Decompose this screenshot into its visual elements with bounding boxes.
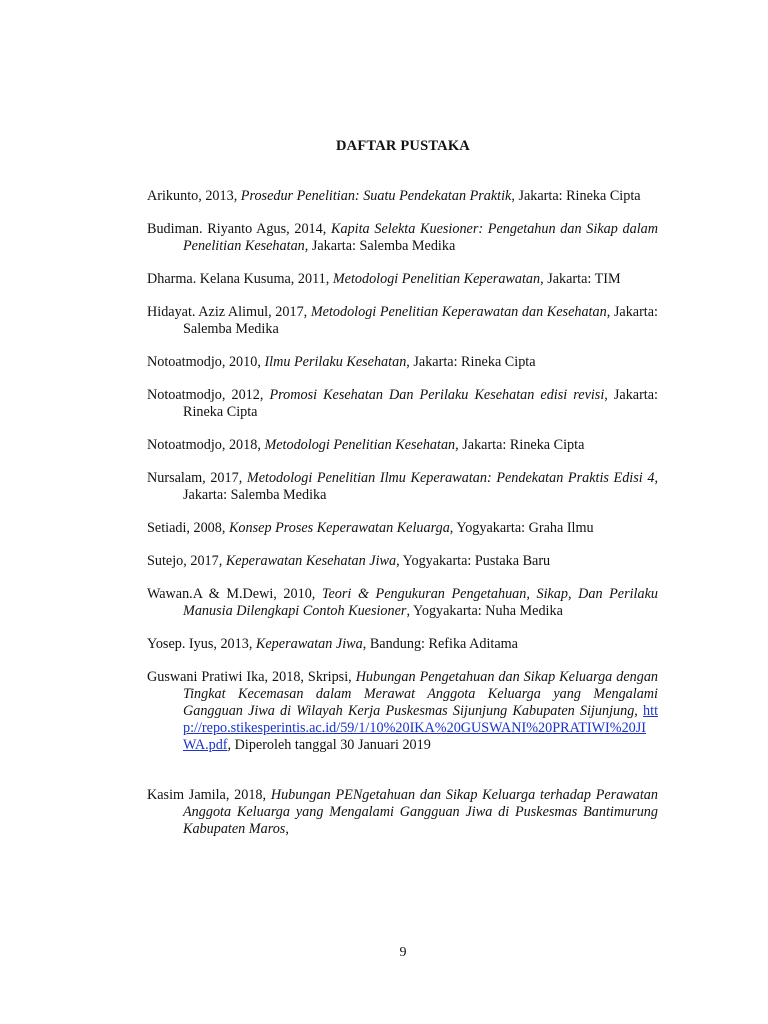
reference-item: Arikunto, 2013, Prosedur Penelitian: Suatu Pendekatan Praktik, Jakarta: Rineka Cipta bbox=[147, 188, 641, 204]
reference-item: Wawan.A & M.Dewi, 2010, Teori & Pengukuran Pengetahuan, Sikap, Dan Perilaku Manusia Dilengkapi Contoh Kuesioner, Yogyakarta: Nuha Medika bbox=[147, 586, 658, 619]
reference-item: Nursalam, 2017, Metodologi Penelitian Ilmu Keperawatan: Pendekatan Praktis Edisi 4, Jakarta: Salemba Medika bbox=[147, 470, 658, 503]
reference-item: Sutejo, 2017, Keperawatan Kesehatan Jiwa, Yogyakarta: Pustaka Baru bbox=[147, 553, 551, 569]
reference-item: Notoatmodjo, 2012, Promosi Kesehatan Dan Perilaku Kesehatan edisi revisi, Jakarta: Rineka Cipta bbox=[147, 387, 658, 420]
reference-item: Notoatmodjo, 2010, Ilmu Perilaku Kesehatan, Jakarta: Rineka Cipta bbox=[147, 354, 536, 370]
reference-item: Hidayat. Aziz Alimul, 2017, Metodologi Penelitian Keperawatan dan Kesehatan, Jakarta: Salemba Medika bbox=[147, 304, 658, 337]
reference-item: Yosep. Iyus, 2013, Keperawatan Jiwa, Bandung: Refika Aditama bbox=[147, 636, 518, 652]
reference-item: Kasim Jamila, 2018, Hubungan PENgetahuan dan Sikap Keluarga terhadap Perawatan Anggota Keluarga yang Mengalami Gangguan Jiwa di Puskesmas Bantimurung Kabupaten Maros, bbox=[147, 787, 658, 837]
reference-url-link[interactable]: http://repo.stikesperintis.ac.id/59/1/10%20IKA%20GUSWANI%20PRATIWI%20JIWA.pdf bbox=[183, 703, 659, 753]
reference-item: Setiadi, 2008, Konsep Proses Keperawatan Keluarga, Yogyakarta: Graha Ilmu bbox=[147, 520, 594, 536]
page-title: DAFTAR PUSTAKA bbox=[336, 138, 470, 154]
reference-list bbox=[147, 188, 658, 838]
reference-item: Dharma. Kelana Kusuma, 2011, Metodologi Penelitian Keperawatan, Jakarta: TIM bbox=[147, 271, 621, 287]
reference-item: Guswani Pratiwi Ika, 2018, Skripsi, Hubungan Pengetahuan dan Sikap Keluarga dengan Tingkat Kecemasan dalam Merawat Anggota Keluarga yang Mengalami Gangguan Jiwa di Wilayah Kerja Puskesmas Sijunjung Kabupaten Sijunjung, http://repo.stikesperintis.ac.id/59/1/10%20IKA%20GUSWANI%20PRATIWI%20JIWA.pdf, Diperoleh tanggal 30 Januari 2019 bbox=[147, 669, 659, 753]
reference-item: Budiman. Riyanto Agus, 2014, Kapita Selekta Kuesioner: Pengetahun dan Sikap dalam Penelitian Kesehatan, Jakarta: Salemba Medika bbox=[147, 221, 658, 254]
reference-item: Notoatmodjo, 2018, Metodologi Penelitian Kesehatan, Jakarta: Rineka Cipta bbox=[147, 437, 585, 453]
page-number: 9 bbox=[399, 945, 407, 960]
